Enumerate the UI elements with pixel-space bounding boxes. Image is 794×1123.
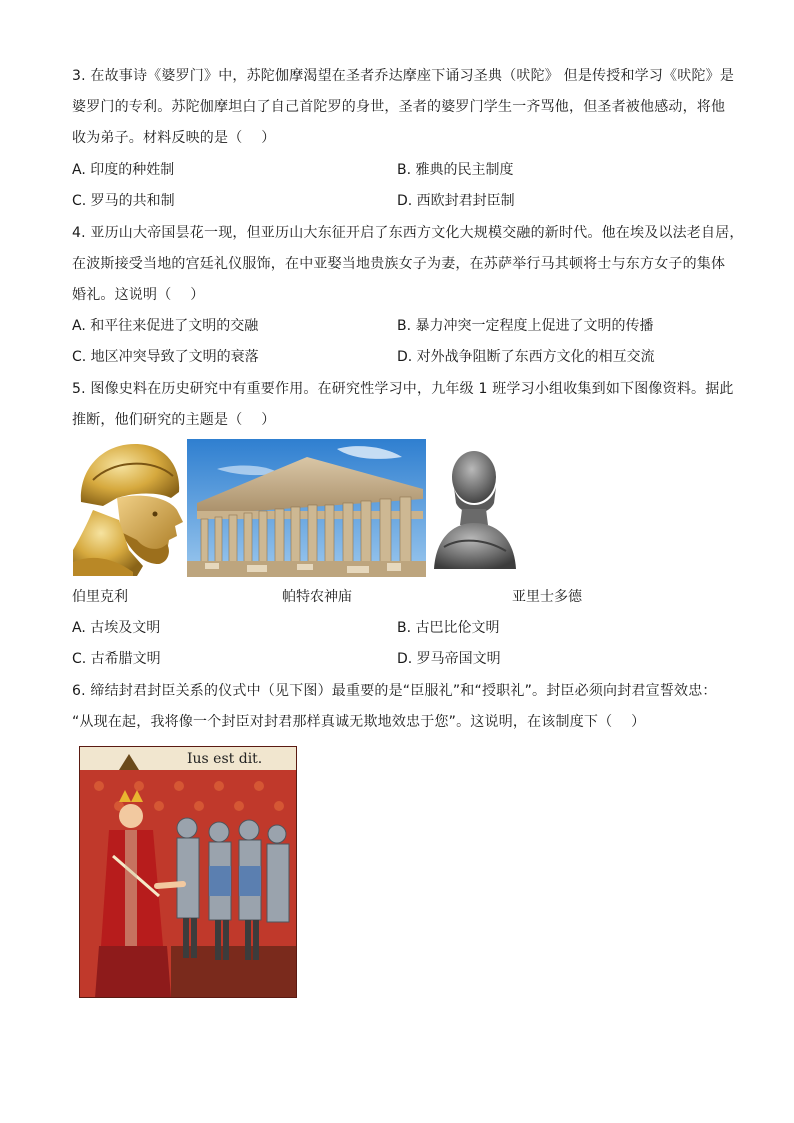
q3-option-a[interactable]: A. 印度的种姓制 [72, 162, 175, 178]
q5-option-a[interactable]: A. 古埃及文明 [72, 620, 161, 636]
q3-option-b[interactable]: B. 雅典的民主制度 [397, 162, 514, 178]
q5-option-d[interactable]: D. 罗马帝国文明 [397, 651, 501, 667]
aristotle-image [430, 447, 520, 569]
q4-option-b[interactable]: B. 暴力冲突一定程度上促进了文明的传播 [397, 318, 654, 334]
q5-option-b[interactable]: B. 古巴比伦文明 [397, 620, 500, 636]
q6-line-1: 6. 缔结封君封臣关系的仪式中（见下图）最重要的是“臣服礼”和“授职礼”。封臣必须向封君宣誓效忠： [72, 683, 717, 699]
q4-line-2: 在波斯接受当地的宫廷礼仪服饰，在中亚娶当地贵族女子为妻，在苏萨举行马其顿将士与东方女子的集体 [72, 256, 726, 272]
q4-option-a[interactable]: A. 和平往来促进了文明的交融 [72, 318, 259, 334]
q3-line-1: 3. 在故事诗《婆罗门》中，苏陀伽摩渴望在圣者乔达摩座下诵习圣典（吠陀》 但是传授和学习《吠陀》是 [72, 68, 735, 84]
q4-line-1: 4. 亚历山大帝国昙花一现，但亚历山大东征开启了东西方文化大规模交融的新时代。他在埃及以法老自居， [72, 225, 744, 241]
q5-line-1: 5. 图像史料在历史研究中有重要作用。在研究性学习中，九年级 1 班学习小组收集到如下图像资料。据此 [72, 381, 734, 397]
homage-ceremony-image [79, 746, 297, 998]
q4-option-c[interactable]: C. 地区冲突导致了文明的衰落 [72, 349, 259, 365]
pericles-image [73, 440, 185, 576]
caption-parthenon: 帕特农神庙 [282, 589, 352, 605]
q3-line-2: 婆罗门的专利。苏陀伽摩坦白了自己首陀罗的身世，圣者的婆罗门学生一齐骂他，但圣者被他感动，将他 [72, 99, 726, 115]
q4-option-d[interactable]: D. 对外战争阻断了东西方文化的相互交流 [397, 349, 655, 365]
manuscript-text: Ius est dit. [187, 751, 263, 767]
caption-pericles: 伯里克利 [72, 589, 128, 605]
q4-line-3: 婚礼。这说明（ ） [72, 287, 205, 303]
q3-option-d[interactable]: D. 西欧封君封臣制 [397, 193, 515, 209]
q6-line-2: “从现在起，我将像一个封臣对封君那样真诚无欺地效忠于您”。这说明，在该制度下（ ） [72, 714, 646, 730]
q3-line-3: 收为弟子。材料反映的是（ ） [72, 130, 276, 146]
q5-line-2: 推断，他们研究的主题是（ ） [72, 412, 276, 428]
q3-option-c[interactable]: C. 罗马的共和制 [72, 193, 175, 209]
q5-option-c[interactable]: C. 古希腊文明 [72, 651, 161, 667]
caption-aristotle: 亚里士多德 [512, 589, 582, 605]
parthenon-image [187, 439, 426, 577]
